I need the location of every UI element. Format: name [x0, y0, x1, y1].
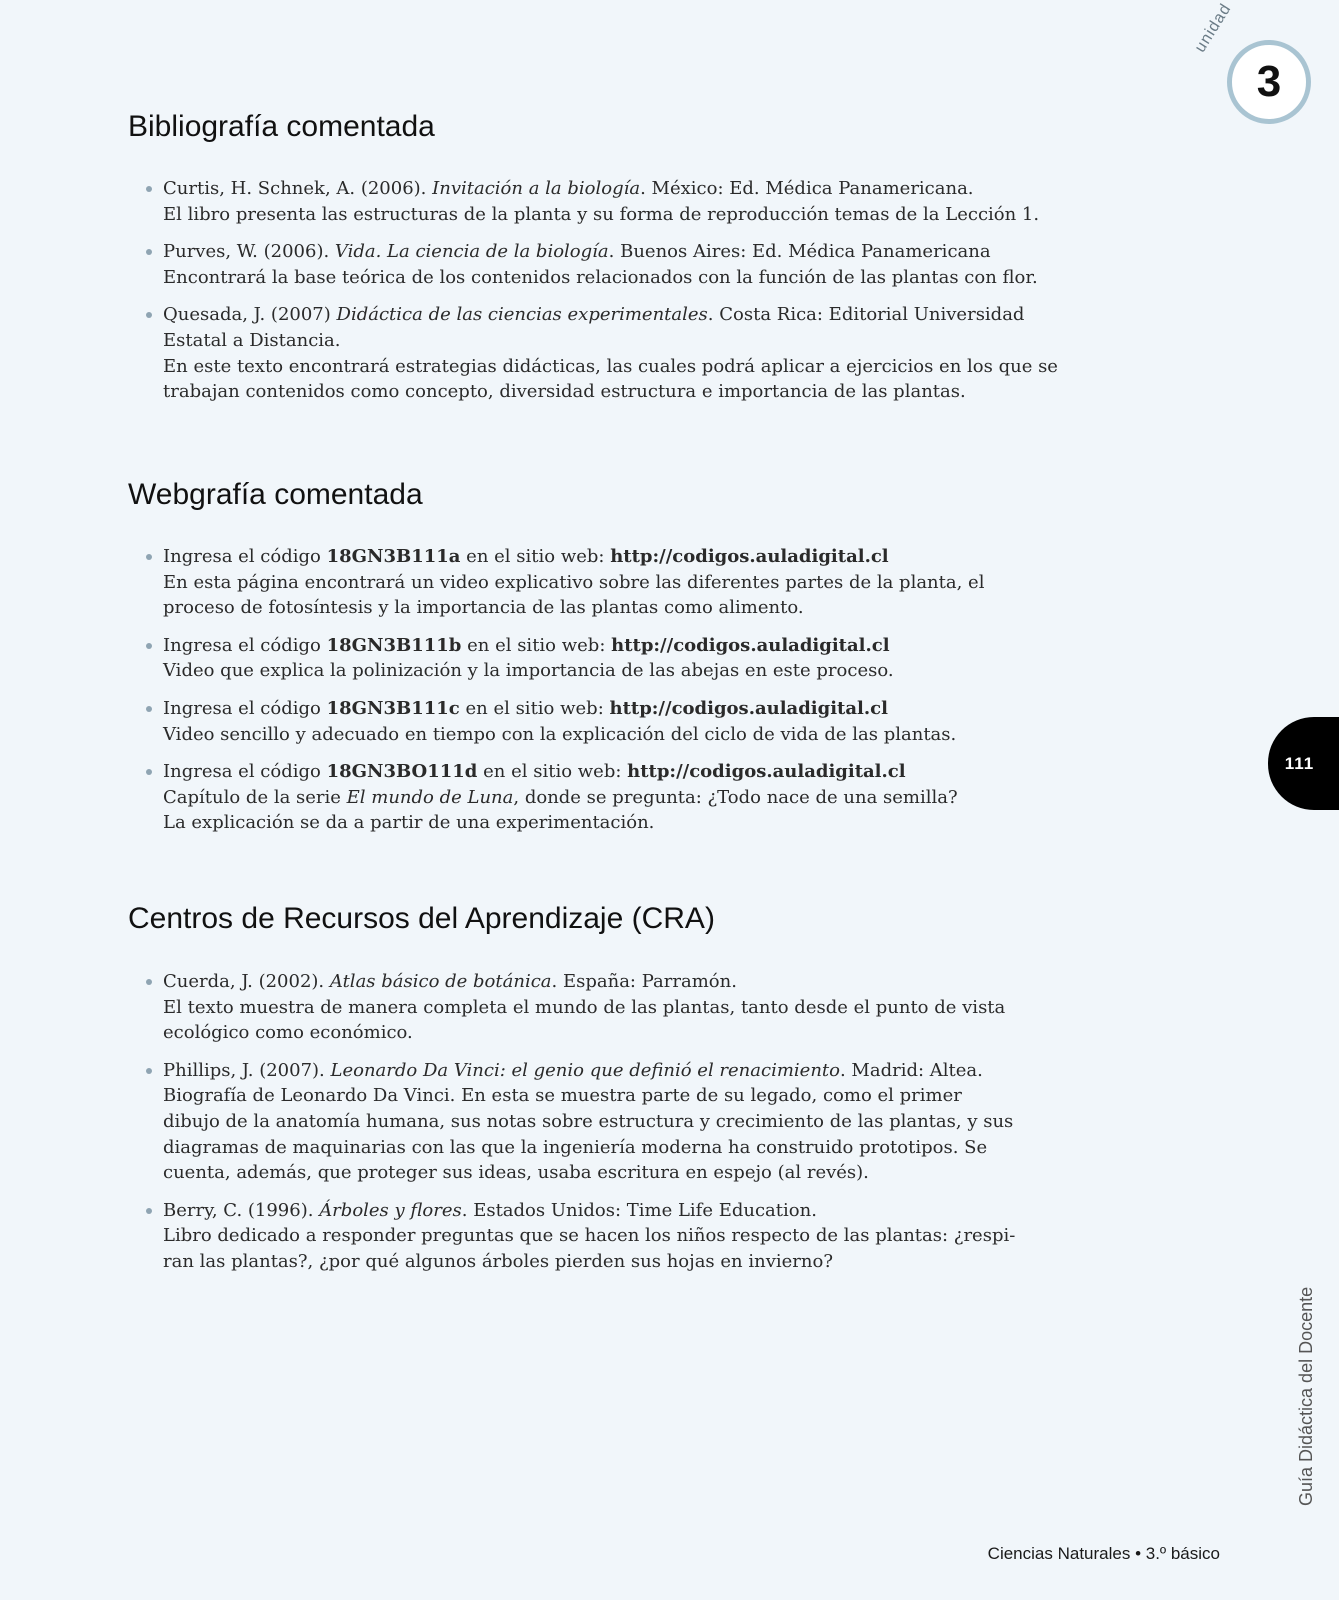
website-link[interactable]: http://codigos.auladigital.cl	[609, 697, 888, 719]
description-line: dibujo de la anatomía humana, sus notas sobre estructura y crecimiento de las plantas, y sus	[163, 1110, 1014, 1132]
bibliography-heading: Bibliografía comentada	[128, 110, 435, 143]
book-title: Vida. La ciencia de la biología	[334, 241, 609, 263]
unit-badge	[1227, 40, 1311, 124]
list-item	[144, 759, 994, 836]
access-line: Ingresa el código 18GN3BO111d en el sitio web: http://codigos.auladigital.cl	[163, 761, 906, 783]
cra-heading: Centros de Recursos del Aprendizaje (CRA)	[128, 902, 715, 935]
description-line: proceso de fotosíntesis y la importancia de las plantas como alimento.	[163, 597, 804, 619]
list-item	[144, 633, 994, 684]
list-item	[144, 302, 1058, 404]
list-item	[144, 969, 1006, 1046]
website-link[interactable]: http://codigos.auladigital.cl	[627, 761, 906, 783]
description-line: Video que explica la polinización y la importancia de las abejas en este proceso.	[163, 660, 894, 682]
description-line: Encontrará la base teórica de los contenidos relacionados con la función de las plantas con flor.	[163, 266, 1038, 288]
bullet-icon	[146, 312, 152, 318]
website-link[interactable]: http://codigos.auladigital.cl	[611, 634, 890, 656]
bullet-icon	[146, 643, 152, 649]
description-line: El texto muestra de manera completa el mundo de las plantas, tanto desde el punto de vista	[163, 996, 1006, 1018]
description-line: diagramas de maquinarias con las que la ingeniería moderna ha construido prototipos. Se	[163, 1136, 988, 1158]
access-code: 18GN3B111a	[326, 546, 461, 567]
bibliography-list	[144, 176, 1058, 417]
access-code: 18GN3B111b	[326, 634, 462, 656]
description-line: Libro dedicado a responder preguntas que se hacen los niños respecto de las plantas: ¿respi-	[163, 1225, 1016, 1247]
citation-line: Curtis, H. Schnek, A. (2006). Invitación a la biología. México: Ed. Médica Panamericana.	[163, 178, 974, 199]
book-title: Atlas básico de botánica	[329, 971, 552, 992]
series-title: El mundo de Luna	[346, 786, 514, 808]
citation-line: Quesada, J. (2007) Didáctica de las ciencias experimentales. Costa Rica: Editorial Universidad	[163, 304, 1025, 326]
bullet-icon	[146, 1208, 152, 1214]
book-title: Invitación a la biología	[432, 178, 641, 199]
cra-list	[144, 969, 1016, 1287]
bullet-icon	[146, 979, 152, 985]
description-line: En este texto encontrará estrategias didácticas, las cuales podrá aplicar a ejercicios en los que se	[163, 355, 1058, 377]
website-link[interactable]: http://codigos.auladigital.cl	[610, 546, 889, 567]
bullet-icon	[146, 186, 152, 192]
bullet-icon	[146, 1068, 152, 1074]
description-line: Biografía de Leonardo Da Vinci. En esta se muestra parte de su legado, como el primer	[163, 1085, 962, 1107]
description-line: ecológico como económico.	[163, 1022, 413, 1044]
footer: Ciencias Naturales • 3.º básico	[987, 1544, 1220, 1563]
access-line: Ingresa el código 18GN3B111c en el sitio web: http://codigos.auladigital.cl	[163, 697, 888, 719]
description-line: En esta página encontrará un video explicativo sobre las diferentes partes de la planta, el	[163, 571, 985, 593]
unit-number: 3	[1256, 57, 1282, 106]
webography-heading: Webgrafía comentada	[128, 478, 423, 511]
list-item	[144, 1198, 1016, 1275]
citation-line: Phillips, J. (2007). Leonardo Da Vinci: el genio que definió el renacimiento. Madrid: Altea.	[163, 1059, 983, 1081]
citation-line-continued: Estatal a Distancia.	[163, 329, 341, 351]
description-line: cuenta, además, que proteger sus ideas, usaba escritura en espejo (al revés).	[163, 1162, 869, 1184]
description-line: trabajan contenidos como concepto, diversidad estructura e importancia de las plantas.	[163, 381, 966, 403]
list-item	[144, 176, 1040, 227]
citation-line: Cuerda, J. (2002). Atlas básico de botánica. España: Parramón.	[163, 971, 737, 992]
book-title: Leonardo Da Vinci: el genio que definió el renacimiento	[330, 1059, 840, 1081]
bullet-icon	[146, 769, 152, 775]
bullet-icon	[146, 706, 152, 712]
bullet-icon	[146, 554, 152, 560]
list-item	[144, 696, 994, 747]
description-line: El libro presenta las estructuras de la planta y su forma de reproducción temas de la Lección 1.	[163, 203, 1040, 225]
side-title: Guía Didáctica del Docente	[1296, 1286, 1316, 1506]
description-line: Capítulo de la serie El mundo de Luna, donde se pregunta: ¿Todo nace de una semilla?	[163, 786, 958, 808]
webography-list	[144, 544, 994, 848]
access-line: Ingresa el código 18GN3B111b en el sitio web: http://codigos.auladigital.cl	[163, 634, 890, 656]
description-line: Video sencillo y adecuado en tiempo con la explicación del ciclo de vida de las plantas.	[163, 723, 957, 745]
access-code: 18GN3B111c	[326, 697, 460, 719]
bullet-icon	[146, 249, 152, 255]
list-item	[144, 239, 1038, 290]
list-item	[144, 1058, 1014, 1186]
page-number-tab	[1268, 717, 1339, 810]
access-code: 18GN3BO111d	[326, 761, 478, 783]
book-title: Didáctica de las ciencias experimentales	[336, 304, 708, 326]
access-line: Ingresa el código 18GN3B111a en el sitio web: http://codigos.auladigital.cl	[163, 546, 889, 567]
page-number: 111	[1284, 753, 1315, 773]
unit-label: unidad	[1191, 0, 1235, 56]
book-title: Árboles y flores	[319, 1199, 462, 1221]
citation-line: Berry, C. (1996). Árboles y flores. Estados Unidos: Time Life Education.	[163, 1199, 817, 1221]
description-line: La explicación se da a partir de una experimentación.	[163, 812, 655, 834]
citation-line: Purves, W. (2006). Vida. La ciencia de la biología. Buenos Aires: Ed. Médica Panamericana	[163, 241, 991, 263]
description-line: ran las plantas?, ¿por qué algunos árboles pierden sus hojas en invierno?	[163, 1250, 833, 1272]
list-item	[144, 544, 994, 621]
